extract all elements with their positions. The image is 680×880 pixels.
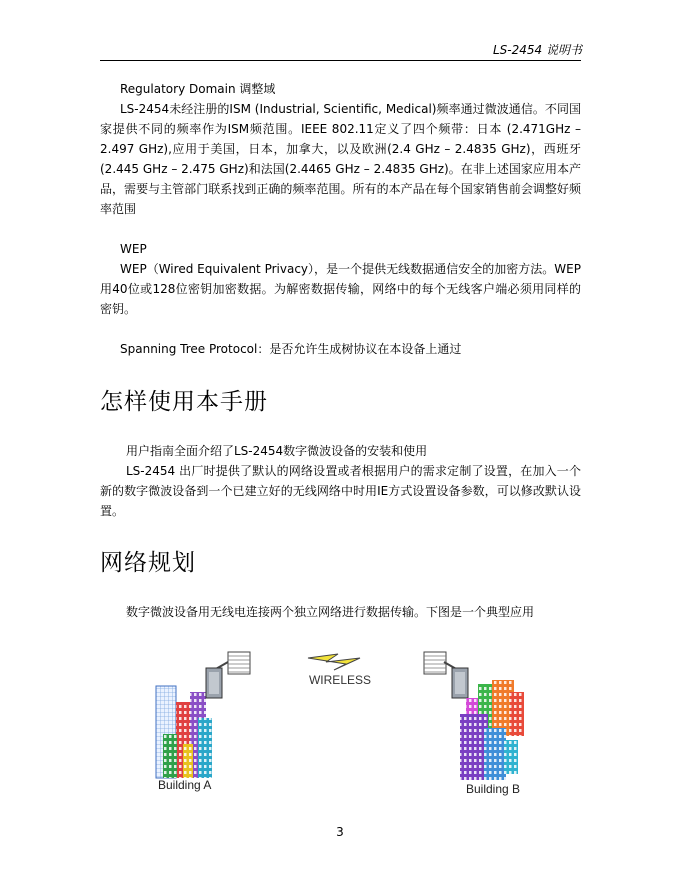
antenna-dish-a-icon (228, 652, 250, 674)
building-b-label: Building B (466, 782, 521, 796)
page-content (100, 79, 581, 622)
stp-line: Spanning Tree Protocol：是否允许生成树协议在本设备上通过 (120, 342, 462, 356)
manual-para-1: 用户指南全面介绍了LS-2454数字微波设备的安装和使用 (126, 444, 428, 458)
building-a-label: Building A (158, 778, 212, 792)
radio-unit-b-icon (444, 662, 468, 698)
network-diagram (148, 644, 528, 800)
radio-unit-a-icon (206, 662, 228, 698)
header-rule (100, 60, 581, 61)
wep-heading: WEP (120, 242, 147, 256)
wireless-label: WIRELESS (308, 673, 372, 687)
manual-para-2: LS-2454 出厂时提供了默认的网络设置或者根据用户的需求定制了设置，在加入一个新的数字微波设备到一个已建立好的无线网络中时用IE方式设置设备参数，可以修改默认设置。 (100, 464, 581, 518)
header-title: LS-2454 说明书 (493, 43, 582, 57)
wep-body: WEP（Wired Equivalent Privacy），是一个提供无线数据通信安全的加密方法。WEP用40位或128位密钥加密数据。为解密数据传输，网络中的每个无线客户端必须用同样的密钥。 (100, 262, 581, 316)
building-a-icon (156, 686, 212, 778)
building-b-icon (460, 680, 524, 780)
planning-section-title: 网络规划 (100, 550, 196, 576)
regulatory-body: LS-2454未经注册的ISM (Industrial, Scientific, Medical)频率通过微波通信。不同国家提供不同的频率作为ISM频范围。IEEE 802.11定义了四个频带：日本 (2.471GHz – 2.497 GHz),应用于美国，日本，加拿大，以及欧洲(2.4 GHz – 2.4835 GHz)，西班牙(2.445 GHz – 2.475 GHz)和法国(2.4465 GHz – 2.4835 GHz)。在非上述国家应用本产品，需要与主管部门联系找到正确的频率范围。所有的本产品在每个国家销售前会调整好频率范围 (100, 102, 581, 216)
planning-para-1: 数字微波设备用无线电连接两个独立网络进行数据传输。下图是一个典型应用 (126, 605, 535, 619)
regulatory-heading: Regulatory Domain 调整域 (120, 82, 276, 96)
page-number: 3 (336, 825, 344, 839)
antenna-dish-b-icon (424, 652, 446, 674)
lightning-bolt-icon (308, 654, 360, 670)
manual-section-title: 怎样使用本手册 (100, 389, 268, 415)
